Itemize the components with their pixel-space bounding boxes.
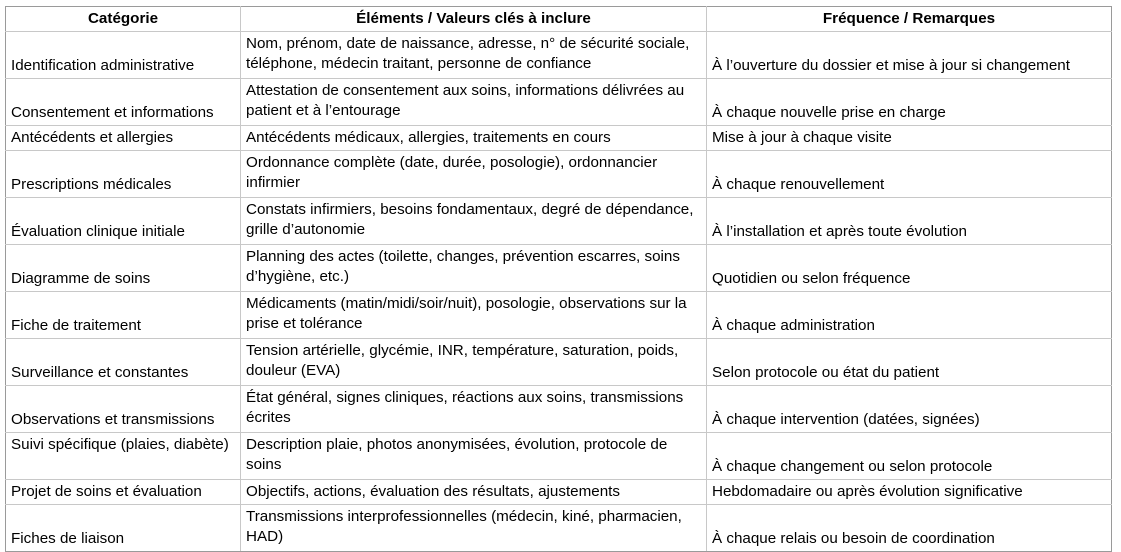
table-row: [6, 386, 1112, 433]
elements-cell: Constats infirmiers, besoins fondamentaux, degré de dépendance, grille d’autonomie: [241, 198, 707, 245]
category-cell: Évaluation clinique initiale: [6, 198, 241, 245]
category-cell: Identification administrative: [6, 32, 241, 79]
table-row: [6, 292, 1112, 339]
frequency-cell: Quotidien ou selon fréquence: [707, 245, 1112, 292]
table-row: [6, 480, 1112, 505]
category-cell: Diagramme de soins: [6, 245, 241, 292]
table-body: [6, 32, 1112, 552]
table-row: [6, 433, 1112, 480]
frequency-cell: À chaque renouvellement: [707, 151, 1112, 198]
frequency-cell: À l’installation et après toute évolution: [707, 198, 1112, 245]
category-cell: Surveillance et constantes: [6, 339, 241, 386]
frequency-cell: À chaque changement ou selon protocole: [707, 433, 1112, 480]
table-row: [6, 339, 1112, 386]
care-documentation-table: [5, 6, 1112, 552]
category-cell: Projet de soins et évaluation: [6, 480, 241, 505]
elements-cell: Nom, prénom, date de naissance, adresse, n° de sécurité sociale, téléphone, médecin traitant, personne de confiance: [241, 32, 707, 79]
elements-cell: Planning des actes (toilette, changes, prévention escarres, soins d’hygiène, etc.): [241, 245, 707, 292]
table-row: [6, 32, 1112, 79]
table-row: [6, 505, 1112, 552]
header-elements: Éléments / Valeurs clés à inclure: [241, 7, 707, 32]
elements-cell: Transmissions interprofessionnelles (médecin, kiné, pharmacien, HAD): [241, 505, 707, 552]
category-cell: Fiche de traitement: [6, 292, 241, 339]
table-row: [6, 245, 1112, 292]
frequency-cell: À chaque administration: [707, 292, 1112, 339]
table-row: [6, 126, 1112, 151]
elements-cell: Description plaie, photos anonymisées, évolution, protocole de soins: [241, 433, 707, 480]
category-cell: Consentement et informations: [6, 79, 241, 126]
category-cell: Observations et transmissions: [6, 386, 241, 433]
frequency-cell: À chaque intervention (datées, signées): [707, 386, 1112, 433]
category-cell: Antécédents et allergies: [6, 126, 241, 151]
elements-cell: Ordonnance complète (date, durée, posologie), ordonnancier infirmier: [241, 151, 707, 198]
elements-cell: Objectifs, actions, évaluation des résultats, ajustements: [241, 480, 707, 505]
frequency-cell: Selon protocole ou état du patient: [707, 339, 1112, 386]
elements-cell: Médicaments (matin/midi/soir/nuit), posologie, observations sur la prise et tolérance: [241, 292, 707, 339]
header-row: [6, 7, 1112, 32]
elements-cell: État général, signes cliniques, réactions aux soins, transmissions écrites: [241, 386, 707, 433]
header-category: Catégorie: [6, 7, 241, 32]
elements-cell: Antécédents médicaux, allergies, traitements en cours: [241, 126, 707, 151]
frequency-cell: À chaque nouvelle prise en charge: [707, 79, 1112, 126]
table-row: [6, 198, 1112, 245]
table-row: [6, 151, 1112, 198]
elements-cell: Attestation de consentement aux soins, informations délivrées au patient et à l’entourage: [241, 79, 707, 126]
category-cell: Fiches de liaison: [6, 505, 241, 552]
table-header: [6, 7, 1112, 32]
header-frequency: Fréquence / Remarques: [707, 7, 1112, 32]
frequency-cell: Hebdomadaire ou après évolution significative: [707, 480, 1112, 505]
category-cell: Prescriptions médicales: [6, 151, 241, 198]
frequency-cell: Mise à jour à chaque visite: [707, 126, 1112, 151]
frequency-cell: À chaque relais ou besoin de coordination: [707, 505, 1112, 552]
category-cell: Suivi spécifique (plaies, diabète): [6, 433, 241, 480]
frequency-cell: À l’ouverture du dossier et mise à jour si changement: [707, 32, 1112, 79]
elements-cell: Tension artérielle, glycémie, INR, température, saturation, poids, douleur (EVA): [241, 339, 707, 386]
table-row: [6, 79, 1112, 126]
